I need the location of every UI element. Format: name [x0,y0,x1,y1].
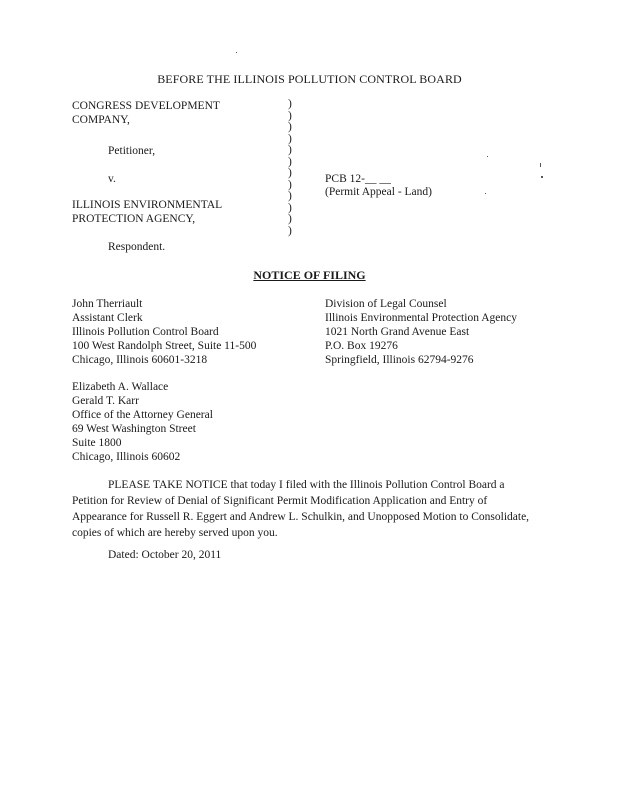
paren: ) [288,132,292,145]
case-number: PCB 12-__ __ [325,173,391,185]
paren: ) [288,178,292,191]
scan-speck [485,193,486,194]
address-line: 1021 North Grand Avenue East [325,326,470,338]
petitioner-name-line1: CONGRESS DEVELOPMENT [72,100,220,112]
address-line: Illinois Environmental Protection Agency [325,312,517,324]
paren: ) [288,225,292,238]
paren: ) [288,98,292,110]
respondent-name-line1: ILLINOIS ENVIRONMENTAL [72,199,223,211]
versus-label: v. [108,173,116,185]
petitioner-name-line2: COMPANY, [72,114,130,126]
petitioner-role: Petitioner, [108,145,156,157]
notice-paragraph: PLEASE TAKE NOTICE that today I filed with the Illinois Pollution Control Board a Petition for Review of Denial of Significant Permit Modification Application and Entry of Appearance for Russell R. Eggert and Andrew L. Schulkin, and Unopposed Motion to Consolidate, copies of which are hereby served upon you. [72,479,530,539]
case-type: (Permit Appeal - Land) [325,186,432,198]
paren: ) [288,155,292,168]
scan-speck [541,176,543,178]
address-line: Gerald T. Karr [72,395,139,407]
address-line: Illinois Pollution Control Board [72,326,219,338]
address-line: 69 West Washington Street [72,423,196,435]
paren: ) [288,167,292,180]
paren: ) [288,201,292,214]
address-line: Office of the Attorney General [72,409,213,421]
paren: ) [288,213,292,226]
paren: ) [288,109,292,122]
respondent-role: Respondent. [108,241,166,253]
recipient-left-block [72,297,256,367]
scan-speck [236,52,237,53]
paren: ) [288,121,292,134]
address-line: Suite 1800 [72,437,122,449]
date-line: Dated: October 20, 2011 [108,549,222,561]
notice-title: NOTICE OF FILING [253,268,366,282]
address-line: Springfield, Illinois 62794-9276 [325,354,474,366]
address-line: P.O. Box 19276 [325,340,398,352]
address-line: 100 West Randolph Street, Suite 11-500 [72,340,257,352]
address-line: Assistant Clerk [72,312,143,324]
address-line: Elizabeth A. Wallace [72,381,169,393]
paren: ) [288,190,292,203]
document-title: BEFORE THE ILLINOIS POLLUTION CONTROL BOARD [157,72,462,86]
caption-parentheses [288,99,298,238]
address-line: John Therriault [72,298,143,310]
address-line: Chicago, Illinois 60602 [72,451,181,463]
recipient-second-block [72,380,213,464]
scan-speck [487,156,488,157]
recipient-right-block [325,297,517,367]
scan-speck [540,163,541,167]
respondent-name-line2: PROTECTION AGENCY, [72,213,196,225]
address-line: Division of Legal Counsel [325,298,447,310]
paren: ) [288,144,292,157]
address-line: Chicago, Illinois 60601-3218 [72,354,208,366]
